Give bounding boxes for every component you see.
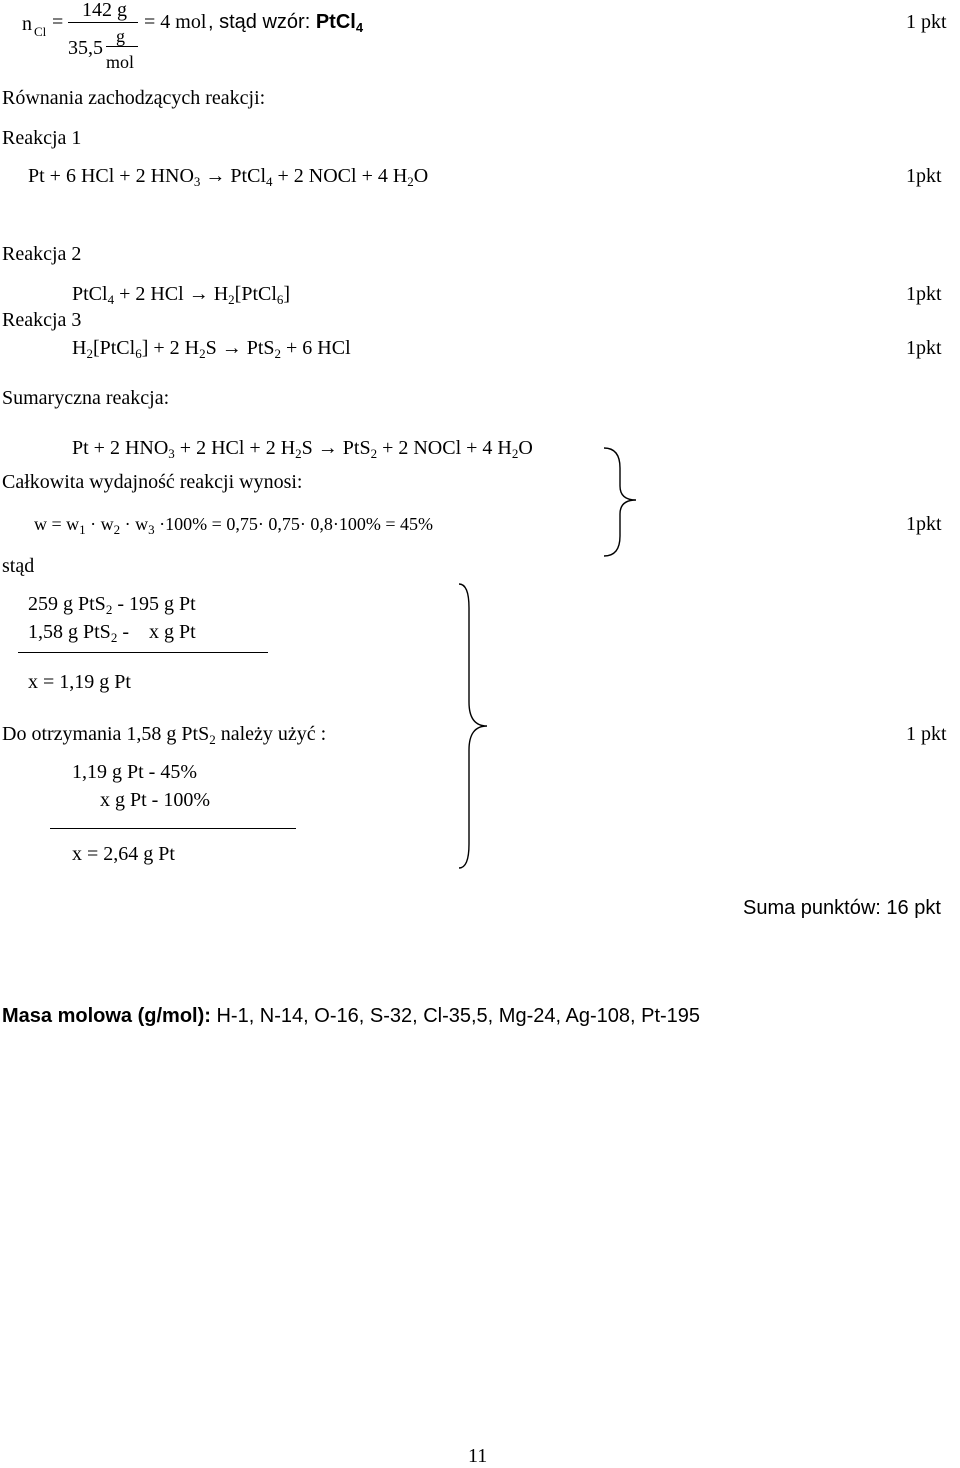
summary-label: Sumaryczna reakcja:	[2, 387, 170, 409]
fraction-denominator: 35,5	[68, 37, 103, 59]
proportion-2-intro: Do otrzymania 1,58 g PtS$_2$ należy użyć :	[2, 723, 327, 747]
molar-masses: Masa molowa (g/mol): H-1, N-14, O-16, S-32, Cl-35,5, Mg-24, Ag-108, Pt-195	[2, 1005, 701, 1027]
proportion-1-row-1: 259 g PtS$_2$ - 195 g Pt	[28, 593, 196, 617]
points-proportion: 1 pkt	[906, 723, 947, 745]
total-points: Suma punktów: 16 pkt	[743, 897, 941, 919]
points-reaction-1: 1pkt	[906, 165, 942, 187]
stad-label: stąd	[2, 555, 35, 577]
points-reaction-3: 1pkt	[906, 337, 942, 359]
proportion-2-divider	[50, 828, 296, 829]
points-header: 1 pkt	[906, 11, 947, 33]
proportion-2-result: x = 2,64 g Pt	[72, 843, 175, 865]
mole-result: = 4 mol	[144, 11, 207, 33]
unit-fraction-bar	[106, 46, 138, 47]
curly-brace-yield	[600, 448, 640, 558]
fraction-bar	[68, 22, 138, 23]
equations-heading: Równania zachodzących reakcji:	[2, 87, 266, 109]
unit-g: g	[116, 26, 125, 46]
reaction-1-equation: Pt + 6 HCl + 2 $HNO_3$ → PtCl$_4$ + 2 NOCl + 4 $H_2O$	[28, 165, 429, 189]
equals-sign: =	[52, 11, 64, 33]
mole-calculation	[0, 0, 960, 72]
reaction-2-equation: PtCl$_4$ + 2 HCl → $H_2[PtCl_6]$	[72, 283, 291, 307]
points-yield: 1pkt	[906, 513, 942, 535]
proportion-2-row-2: x g Pt - 100%	[100, 789, 210, 811]
unit-mol: mol	[106, 52, 135, 72]
symbol-n: n	[22, 13, 32, 35]
fraction-numerator: 142 g	[82, 0, 127, 21]
reaction-2-label: Reakcja 2	[2, 243, 82, 265]
proportion-1-result: x = 1,19 g Pt	[28, 671, 131, 693]
proportion-1-row-2: 1,58 g PtS$_2$ - x g Pt	[28, 621, 196, 645]
reaction-1-label: Reakcja 1	[2, 127, 82, 149]
formula-intro: , stąd wzór: PtCl$_4$	[208, 11, 364, 35]
proportion-1-divider	[18, 652, 268, 653]
yield-formula: $w = w_1 \cdot w_2 \cdot w_3 \cdot 100\% = 0,75\cdot 0,75\cdot 0,8\cdot 100\% = 45\%$	[34, 514, 433, 537]
symbol-n-sub: Cl	[34, 24, 47, 39]
yield-label: Całkowita wydajność reakcji wynosi:	[2, 471, 303, 493]
curly-brace-proportions	[455, 584, 495, 870]
reaction-3-label: Reakcja 3	[2, 309, 82, 331]
points-reaction-2: 1pkt	[906, 283, 942, 305]
proportion-2-row-1: 1,19 g Pt - 45%	[72, 761, 197, 783]
summary-equation: Pt + 2 $HNO_3 + 2$ HCl + 2 $H_2S \to PtS_2 + 2$ NOCl + 4 $H_2O$	[72, 437, 533, 461]
reaction-3-equation: $H_2[PtCl_6] + 2$ $H_2S \to PtS_2 + 6$ HCl	[72, 337, 351, 361]
page-number: 11	[468, 1445, 488, 1467]
